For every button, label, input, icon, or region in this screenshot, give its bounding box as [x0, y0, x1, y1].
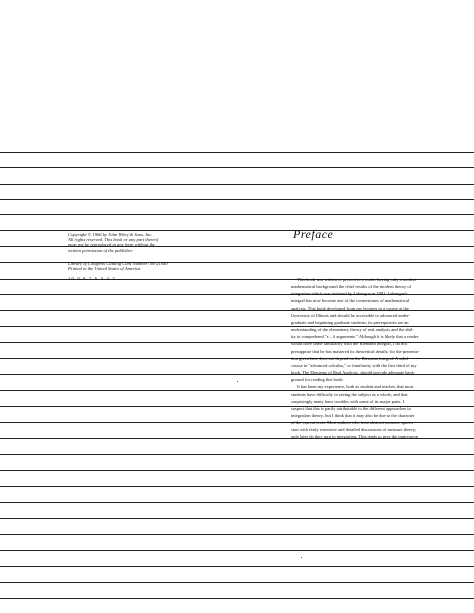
horizontal-rule [0, 598, 474, 599]
horizontal-rule [0, 184, 474, 185]
preface-text-line: graduate and beginning graduate students; its prerequisites are an [291, 319, 409, 325]
preface-text-line: integral has now become one of the cornerstones of mathematical [291, 298, 410, 304]
preface-text-line: only later do they turn to integration. This tends to give the impression [291, 434, 419, 440]
copyright-line: must not be reproduced in any form without the [68, 242, 156, 248]
horizontal-rule [0, 454, 474, 455]
preface-text-line: It has been my experience, both as student and teacher, that most [297, 384, 414, 390]
horizontal-rule [0, 152, 474, 153]
print-speck [301, 557, 302, 558]
preface-text-line: integration which was initiated by Lebesgue in 1902. Lebesgue's [291, 291, 408, 297]
copyright-notice [68, 232, 203, 281]
horizontal-rule [0, 566, 474, 567]
copyright-line: written permission of the publisher. [68, 247, 133, 253]
preface-text-line: surprisingly many have troubles with some of its major parts. I [291, 398, 405, 404]
preface-text-line: This book was written to present to a reader having only a modest [297, 277, 416, 282]
preface-text-line: integration theory, but I think that it may also be due to the character [291, 412, 415, 418]
preface-text-line: book, The Elements of Real Analysis, should provide adequate back- [291, 370, 416, 376]
preface-text-line: suspect that this is partly attributable to the different approaches to [291, 405, 411, 411]
preface-text-line: course in "advanced calculus," or familiarity with the first third of my [291, 362, 417, 368]
horizontal-rule [0, 582, 474, 583]
preface-text-line: mathematical background the chief results of the modern theory of [291, 284, 412, 290]
print-speck [237, 381, 238, 382]
printing-numbers: 10 9 8 7 6 5 4 3 [68, 276, 116, 282]
horizontal-rule [0, 214, 474, 215]
horizontal-rule [0, 230, 474, 231]
preface-text-line: analysis. This book developed from my lectures in a course at the [291, 305, 409, 311]
preface-text-line: University of Illinois and should be accessible to advanced under- [291, 312, 410, 318]
horizontal-rule [0, 534, 474, 535]
preface-body [291, 276, 459, 441]
preface-text-line: start with fairly extensive and detailed discussions of measure theory; [291, 427, 417, 433]
horizontal-rule [0, 502, 474, 503]
horizontal-rule [0, 199, 474, 200]
copyright-line: All rights reserved. This book or any part thereof [68, 237, 159, 243]
horizontal-rule [0, 486, 474, 487]
preface-text-line: understanding of the elementary theory of real analysis and the abil- [291, 327, 414, 333]
horizontal-rule [0, 167, 474, 168]
preface-text-line: of the current texts. Most authors who treat abstract measure spaces [291, 420, 413, 426]
library-catalog-line: Library of Congress Catalog Card Number: 66-21040 [68, 260, 168, 266]
copyright-line: Copyright © 1966 by John Wiley & Sons, Inc. [68, 232, 153, 237]
preface-text-line: ground for reading this book. [291, 377, 344, 383]
horizontal-rule [0, 518, 474, 519]
preface-title: Preface [293, 227, 334, 241]
preface-text-line: would have some familiarity with the Riemann integral, I do not [291, 341, 407, 347]
horizontal-rule [0, 470, 474, 471]
printed-in-line: Printed in the United States of America [68, 266, 141, 272]
horizontal-rule [0, 550, 474, 551]
preface-text-line: students have difficulty in seeing the subject as a whole, and that [291, 391, 408, 397]
preface-text-line: presuppose that he has mastered its theoretical details; for the presenta- [291, 348, 420, 354]
preface-text-line: ity to comprehend "ε – δ arguments." Although it is likely that a reader [291, 334, 419, 340]
preface-text-line: tion given here does not depend on the Riemann integral. A solid [291, 355, 408, 361]
